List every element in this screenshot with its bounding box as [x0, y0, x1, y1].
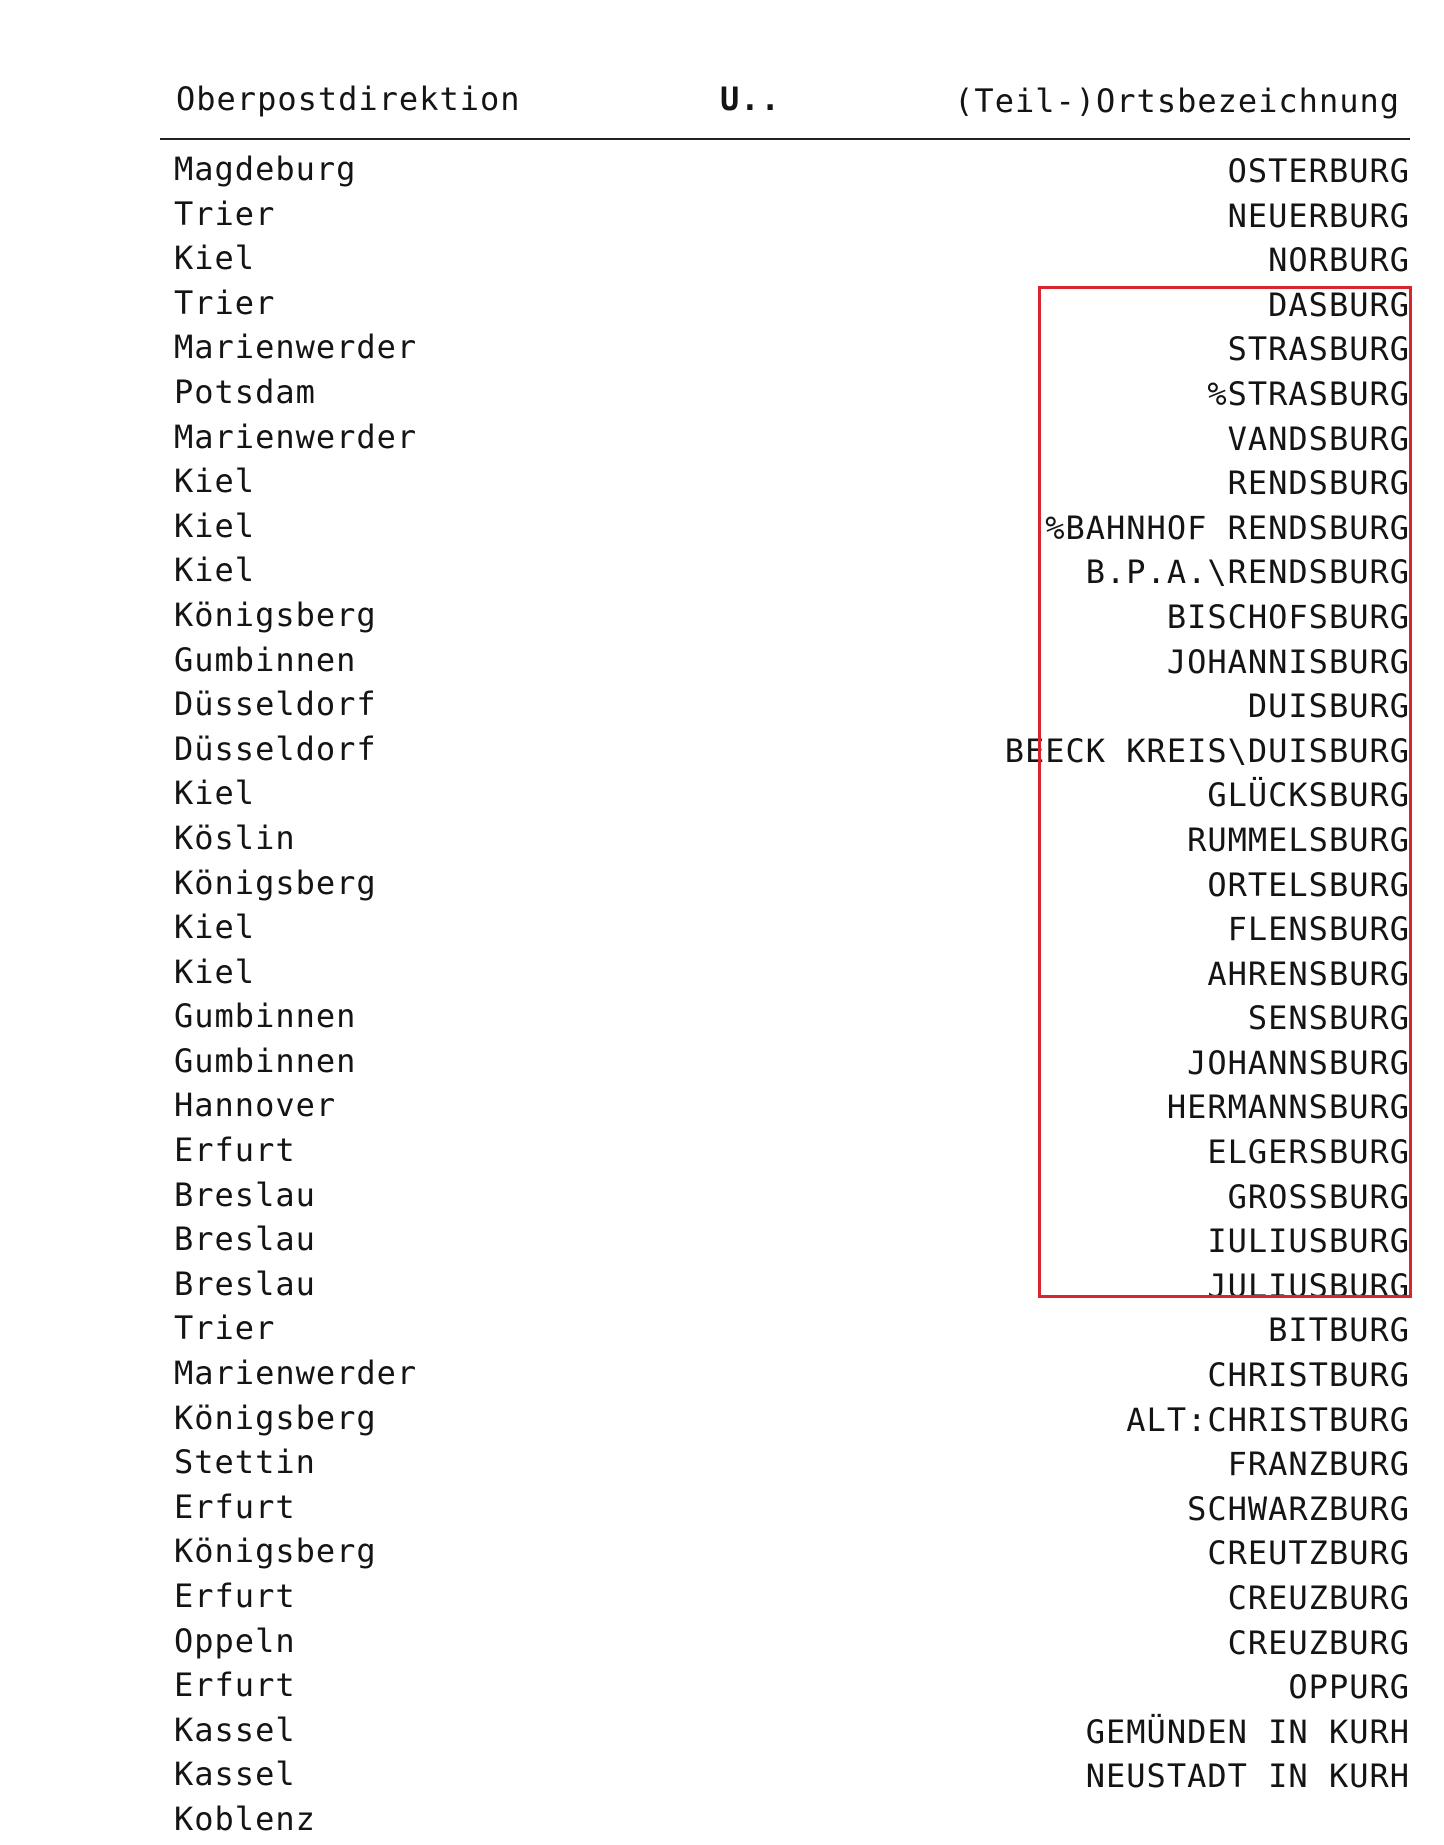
oberpostdirektion-cell: Königsberg — [174, 1398, 377, 1437]
oberpostdirektion-cell: Königsberg — [174, 595, 377, 634]
ortsbezeichnung-cell: IULIUSBURG — [1207, 1222, 1410, 1261]
oberpostdirektion-cell: Koblenz — [174, 1799, 316, 1838]
table-header — [176, 80, 1400, 126]
table-row — [174, 195, 1410, 240]
ortsbezeichnung-cell: SENSBURG — [1247, 999, 1410, 1038]
oberpostdirektion-cell: Kiel — [174, 551, 256, 590]
oberpostdirektion-cell: Kiel — [174, 462, 256, 501]
ortsbezeichnung-cell: B.P.A.\RENDSBURG — [1085, 553, 1410, 592]
highlight-box — [1038, 286, 1412, 1298]
oberpostdirektion-cell: Magdeburg — [174, 150, 357, 188]
header-ortsbezeichnung: (Teil-)Ortsbezeichnung — [954, 82, 1400, 120]
oberpostdirektion-cell: Kiel — [174, 952, 256, 991]
table-row — [174, 1577, 1410, 1622]
oberpostdirektion-cell: Düsseldorf — [174, 685, 377, 724]
ortsbezeichnung-cell: OPPURG — [1288, 1668, 1410, 1707]
ortsbezeichnung-cell: CHRISTBURG — [1207, 1356, 1410, 1395]
table-row — [174, 1399, 1410, 1444]
oberpostdirektion-cell: Gumbinnen — [174, 640, 357, 679]
oberpostdirektion-cell: Königsberg — [174, 1532, 377, 1571]
oberpostdirektion-cell: Hannover — [174, 1086, 337, 1125]
oberpostdirektion-cell: Kiel — [174, 239, 256, 278]
ortsbezeichnung-cell: GLÜCKSBURG — [1207, 776, 1410, 815]
ortsbezeichnung-cell: JOHANNISBURG — [1166, 642, 1410, 681]
oberpostdirektion-cell: Marienwerder — [174, 328, 418, 367]
table-row — [174, 1622, 1410, 1667]
ortsbezeichnung-cell: NEUSTADT IN KURH — [1085, 1757, 1410, 1796]
oberpostdirektion-cell: Oppeln — [174, 1621, 296, 1660]
oberpostdirektion-cell: Erfurt — [174, 1666, 296, 1705]
oberpostdirektion-cell: Erfurt — [174, 1131, 296, 1170]
oberpostdirektion-cell: Marienwerder — [174, 1354, 418, 1393]
oberpostdirektion-cell: Gumbinnen — [174, 997, 357, 1036]
ortsbezeichnung-cell: FLENSBURG — [1227, 910, 1410, 949]
table-row — [174, 1532, 1410, 1577]
oberpostdirektion-cell: Düsseldorf — [174, 729, 377, 768]
oberpostdirektion-cell: Köslin — [174, 818, 296, 857]
header-marker: U.. — [720, 80, 781, 118]
ortsbezeichnung-cell: DASBURG — [1268, 285, 1410, 324]
table-row — [174, 1800, 1410, 1845]
ortsbezeichnung-cell: ELGERSBURG — [1207, 1133, 1410, 1172]
ortsbezeichnung-cell: %BAHNHOF RENDSBURG — [1045, 508, 1410, 547]
table-row — [174, 1354, 1410, 1399]
table-row — [174, 1666, 1410, 1711]
header-oberpostdirektion: Oberpostdirektion — [176, 80, 521, 118]
oberpostdirektion-cell: Marienwerder — [174, 417, 418, 456]
oberpostdirektion-cell: Erfurt — [174, 1577, 296, 1615]
oberpostdirektion-cell: Kassel — [174, 1710, 296, 1749]
ortsbezeichnung-cell: CREUTZBURG — [1207, 1534, 1410, 1573]
oberpostdirektion-cell: Trier — [174, 1309, 276, 1348]
ortsbezeichnung-cell: ALT:CHRISTBURG — [1126, 1400, 1410, 1439]
ortsbezeichnung-cell: CREUZBURG — [1227, 1623, 1410, 1662]
oberpostdirektion-cell: Trier — [174, 194, 276, 233]
ortsbezeichnung-cell: JULIUSBURG — [1207, 1266, 1410, 1305]
oberpostdirektion-cell: Breslau — [174, 1220, 316, 1259]
table-row — [174, 239, 1410, 284]
ortsbezeichnung-cell: VANDSBURG — [1227, 419, 1410, 458]
ortsbezeichnung-cell: JOHANNSBURG — [1187, 1043, 1410, 1082]
ortsbezeichnung-cell: BISCHOFSBURG — [1166, 597, 1410, 636]
table-row — [174, 150, 1410, 195]
table-row — [174, 1488, 1410, 1533]
ortsbezeichnung-cell: RUMMELSBURG — [1187, 820, 1410, 859]
ortsbezeichnung-cell: GROSSBURG — [1227, 1177, 1410, 1216]
oberpostdirektion-cell: Kiel — [174, 506, 256, 545]
table-row — [174, 1443, 1410, 1488]
oberpostdirektion-cell: Königsberg — [174, 863, 377, 902]
ortsbezeichnung-cell: NEUERBURG — [1227, 196, 1410, 235]
oberpostdirektion-cell: Trier — [174, 283, 276, 322]
ortsbezeichnung-cell: OSTERBURG — [1227, 152, 1410, 190]
ortsbezeichnung-cell: NORBURG — [1268, 241, 1410, 280]
oberpostdirektion-cell: Gumbinnen — [174, 1041, 357, 1080]
ortsbezeichnung-cell: FRANZBURG — [1227, 1445, 1410, 1484]
table-row — [174, 1309, 1410, 1354]
oberpostdirektion-cell: Breslau — [174, 1175, 316, 1214]
oberpostdirektion-cell: Stettin — [174, 1443, 316, 1482]
ortsbezeichnung-cell: SCHWARZBURG — [1187, 1489, 1410, 1528]
ortsbezeichnung-cell: CREUZBURG — [1227, 1579, 1410, 1617]
table-row — [174, 1755, 1410, 1800]
oberpostdirektion-cell: Kiel — [174, 774, 256, 813]
ortsbezeichnung-cell: GEMÜNDEN IN KURH — [1085, 1712, 1410, 1751]
ortsbezeichnung-cell: %STRASBURG — [1207, 374, 1410, 413]
ortsbezeichnung-cell: BEECK KREIS\DUISBURG — [1004, 731, 1410, 770]
ortsbezeichnung-cell: ORTELSBURG — [1207, 865, 1410, 904]
ortsbezeichnung-cell: BITBURG — [1268, 1311, 1410, 1350]
oberpostdirektion-cell: Breslau — [174, 1264, 316, 1303]
oberpostdirektion-cell: Erfurt — [174, 1487, 296, 1526]
ortsbezeichnung-cell: DUISBURG — [1247, 687, 1410, 726]
table-row — [174, 1711, 1410, 1756]
oberpostdirektion-cell: Kassel — [174, 1755, 296, 1794]
header-rule — [160, 138, 1410, 140]
ortsbezeichnung-cell: STRASBURG — [1227, 330, 1410, 369]
oberpostdirektion-cell: Potsdam — [174, 372, 316, 411]
oberpostdirektion-cell: Kiel — [174, 908, 256, 947]
ortsbezeichnung-cell: RENDSBURG — [1227, 464, 1410, 503]
ortsbezeichnung-cell: HERMANNSBURG — [1166, 1088, 1410, 1127]
ortsbezeichnung-cell: AHRENSBURG — [1207, 954, 1410, 993]
